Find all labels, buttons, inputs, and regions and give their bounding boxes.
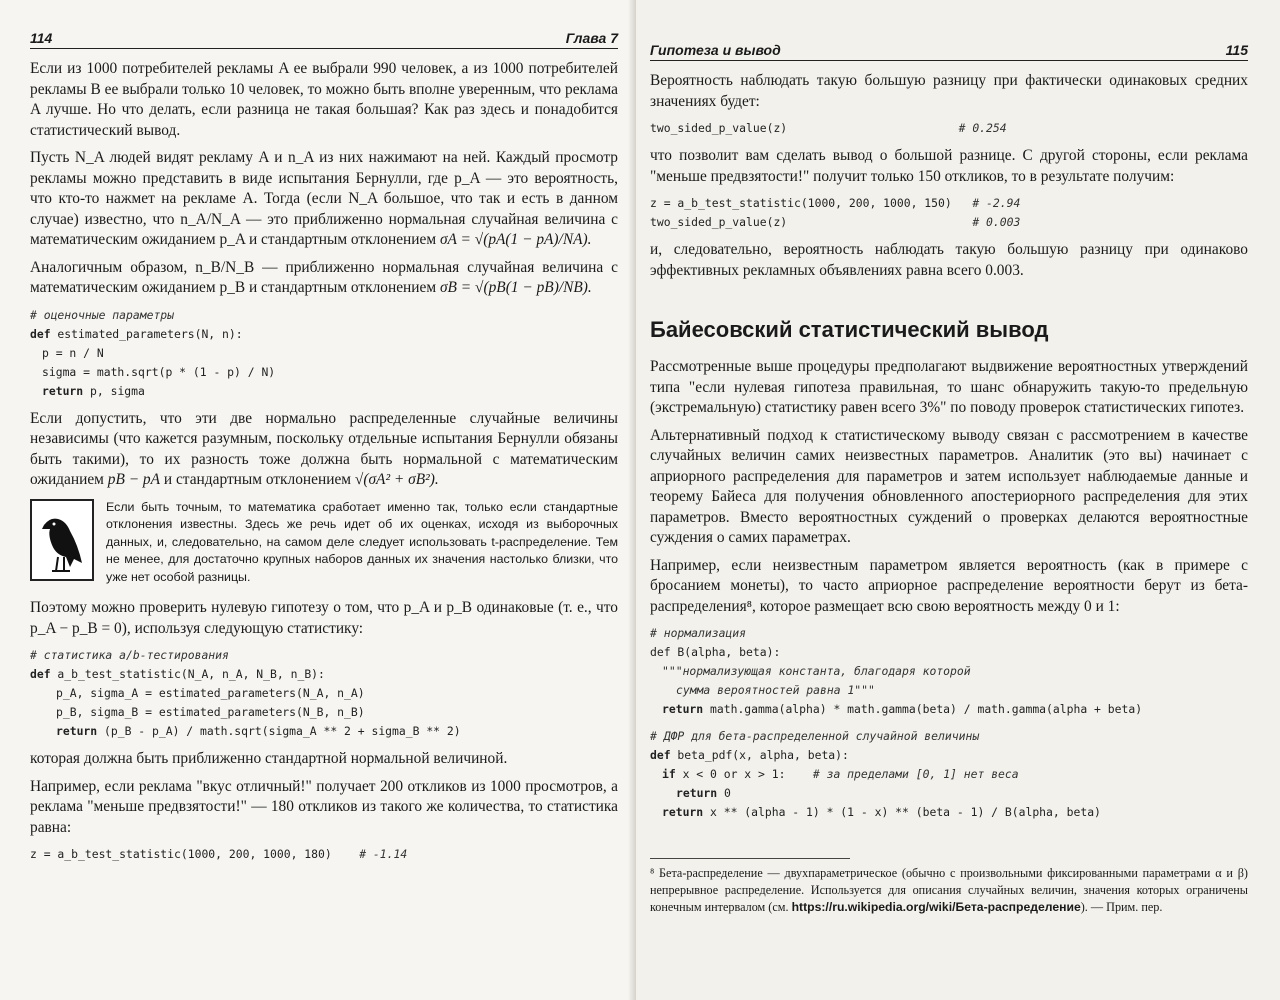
paragraph: Например, если неизвестным параметром является вероятность (как в примере с бросанием монеты), то часто априорное распределение вероятности берут из бета-распределения⁸, которое размещает всю свою вероятность между 0 и 1: [650,556,1248,615]
paragraph: Поэтому можно проверить нулевую гипотезу о том, что p_A и p_B одинаковые (т. е., что p_A − p_B = 0), используя следующую статистику: [30,599,618,637]
code-block: # ДФР для бета-распределенной случайной величины def beta_pdf(x, alpha, beta): if x < 0 or x > 1: # за пределами [0, 1] нет веса return 0 return x ** (alpha - 1) * (1 - x) ** (beta - 1) / B(alpha, beta) [650,729,1101,819]
paragraph: Рассмотренные выше процедуры предполагают выдвижение вероятностных утверждений типа "если нулевая гипотеза правильная, то шанс обнаружить такую-то предельную (экстремальную) статистику равен всего 3%" по поводу проверок статистических гипотез. [650,358,1248,416]
paragraph: что позволит вам сделать вывод о большой разнице. С другой стороны, если реклама "меньше предвзятости!" получит только 150 откликов, то в результате получим: [650,147,1248,185]
paragraph: Пусть N_A людей видят рекламу A и n_A из них нажимают на ней. Каждый просмотр рекламы можно представить в виде испытания Бернулли, где p_A — это вероятность, что кто-то нажмет на рекламе A. Тогда (если N_A большое, что так и есть в данном случае) известно, что n_A/N_A — это приближенно нормальная случайная величина с математическим ожиданием p_A и стандартным отклонением σA = √(pA(1 − pA)/NA). [30,149,618,248]
code-block: # нормализация def B(alpha, beta): """нормализующая константа, благодаря которой сумма вероятностей равна 1""" return math.gamma(alpha) * math.gamma(beta) / math.gamma(alpha + beta) [650,626,1143,716]
code-block: two_sided_p_value(z) # 0.254 [650,121,1007,135]
paragraph: Если допустить, что эти две нормально распределенные случайные величины независимы (что кажется разумным, поскольку отдельные испытания Бернулли обязаны быть такими), то их разность тоже должна быть нормальной с математическим ожиданием pB − pA и стандартным отклонением √(σA² + σB²). [30,409,618,488]
formula: σB = √(pB(1 − pB)/NB). [439,279,592,296]
paragraph: Вероятность наблюдать такую большую разницу при фактически одинаковых средних значениях будет: [650,72,1248,110]
formula: σA = √(pA(1 − pA)/NA). [439,231,592,248]
code-block: # оценочные параметры def estimated_parameters(N, n): p = n / N sigma = math.sqrt(p * (1 - p) / N) return p, sigma [30,307,276,398]
crow-icon [30,499,94,581]
paragraph: Если из 1000 потребителей рекламы A ее выбрали 990 человек, а из 1000 потребителей рекламы B ее выбрали только 10 человек, то можно быть вполне уверенным, что реклама A лучше. Но что делать, если разница не такая большая? Как раз здесь и понадобится статистический вывод. [30,60,618,139]
paragraph: Аналогичным образом, n_B/N_B — приближенно нормальная случайная величина с математическим ожиданием p_B и стандартным отклонением σB = √(pB(1 − pB)/NB). [30,258,618,296]
paragraph: Например, если реклама "вкус отличный!" получает 200 откликов из 1000 просмотров, а реклама "меньше предвзятости!" — 180 откликов из такого же количества, то статистика равна: [30,777,618,836]
note-text: Если быть точным, то математика сработает именно так, только если стандартные отклонения известны. Здесь же речь идет об их оценках, исходя из выборочных данных, и, следовательно, на самом деле следует использовать t-распределение. Тем не менее, для достаточно крупных наборов данных их значения настолько близки, что уже нет особой разницы. [106,499,618,584]
left-page [0,0,636,1000]
right-running-head [650,42,1248,61]
section-heading: Байесовский статистический вывод [650,317,1049,342]
left-running-head [30,30,618,49]
chapter-title: Глава 7 [565,30,618,46]
paragraph: и, следовательно, вероятность наблюдать такую большую разницу при одинаково эффективных рекламных объявлениях равна всего 0.003. [650,241,1248,279]
section-title: Гипотеза и вывод [650,42,781,58]
code-block: z = a_b_test_statistic(1000, 200, 1000, 180) # -1.14 [30,847,408,861]
footnote: ⁸ Бета-распределение — двухпараметрическое (обычно с произвольными фиксированными параметрами α и β) непрерывное распределение. Используется для описания случайных величин, значения которых ограничены конечным интервалом (см. https://ru.wikipedia.org/wiki/Бета-распределение). — Прим. пер. [650,866,1248,914]
right-page [636,0,1280,1000]
page-number: 114 [30,30,53,46]
footnote-rule [650,858,850,859]
code-block: # статистика a/b-тестирования def a_b_test_statistic(N_A, n_A, N_B, n_B): p_A, sigma_A = estimated_parameters(N_A, n_A) p_B, sigma_B = estimated_parameters(N_B, n_B) return (p_B - p_A) / math.sqrt(sigma_A ** 2 + sigma_B ** 2) [30,648,461,738]
paragraph: Альтернативный подход к статистическому выводу связан с рассмотрением в качестве случайных величин самих неизвестных параметров. Аналитик (это вы) начинает с априорного распределения для параметров и затем использует наблюдаемые данные и теорему Байеса для получения обновленного апостериорного распределения для этих параметров. Вместо вероятностных суждений о проверках делаются вероятностные суждения о самих параметрах. [650,426,1248,546]
code-block: z = a_b_test_statistic(1000, 200, 1000, 150) # -2.94 two_sided_p_value(z) # 0.003 [650,196,1021,229]
footnote-link[interactable]: https://ru.wikipedia.org/wiki/Бета-распределение [791,900,1081,914]
note [30,499,618,587]
page-number: 115 [1225,42,1248,58]
paragraph: которая должна быть приближенно стандартной нормальной величиной. [30,750,508,767]
